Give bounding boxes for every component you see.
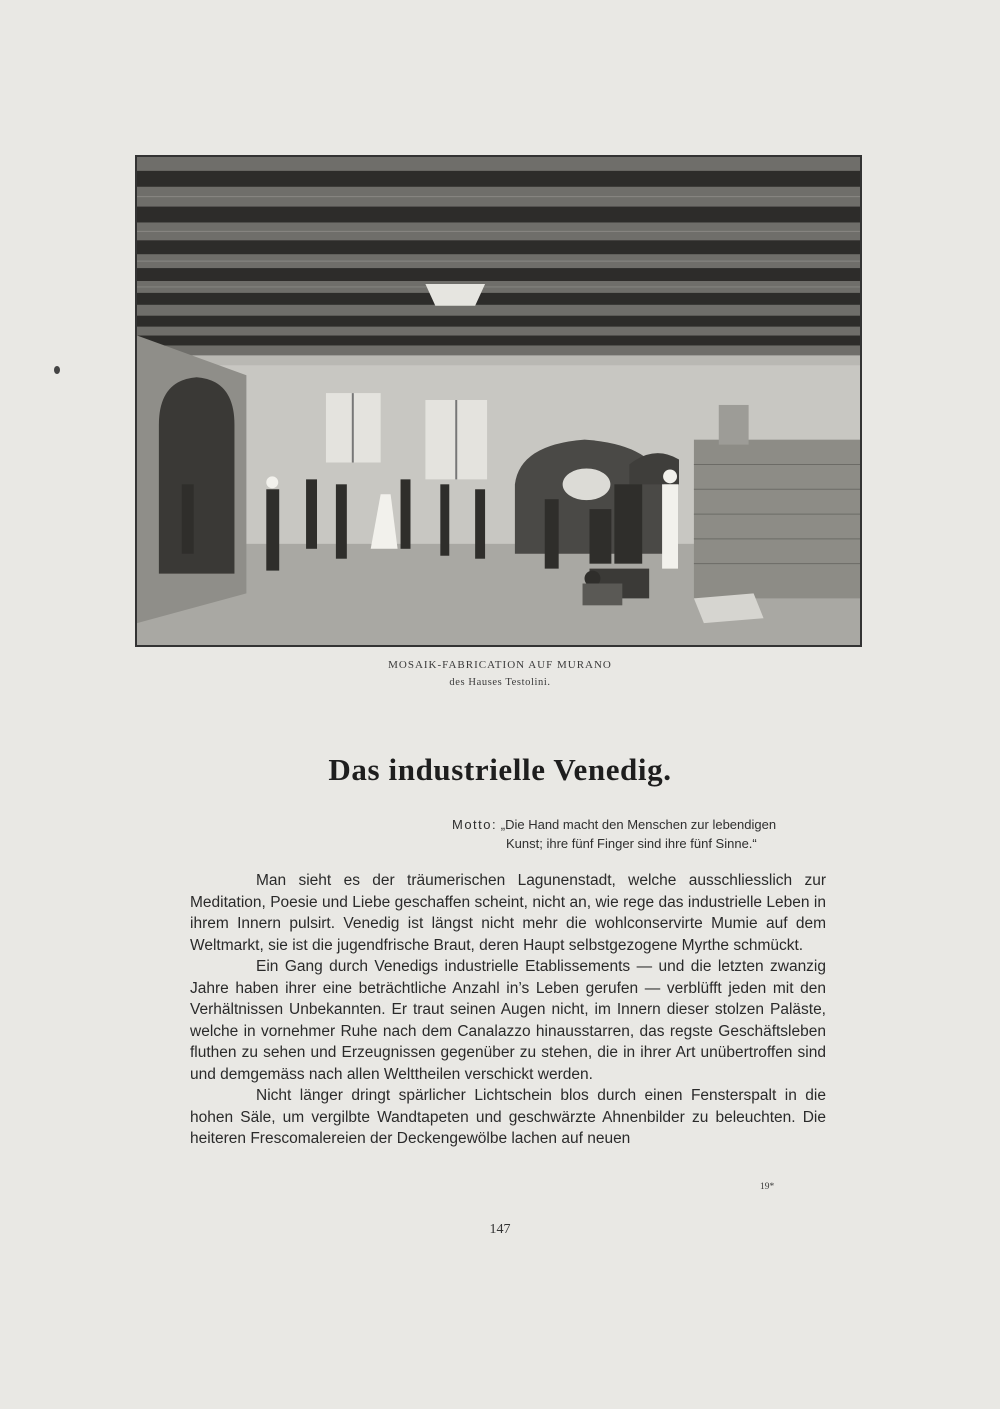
page-number: 147 bbox=[489, 1222, 511, 1237]
illustration-plate bbox=[135, 155, 862, 647]
motto-quote-line-1: „Die Hand macht den Menschen zur lebendigen bbox=[500, 817, 777, 832]
signature-mark: 19* bbox=[760, 1182, 775, 1192]
motto-quote-line-2: Kunst; ihre fünf Finger sind ihre fünf Sinne.“ bbox=[506, 836, 757, 851]
figure-caption: MOSAIK-FABRICATION AUF MURANO bbox=[388, 659, 612, 671]
mosaic-workshop-illustration bbox=[137, 157, 860, 645]
motto-label: Motto: bbox=[452, 817, 498, 832]
ink-speck bbox=[54, 366, 60, 374]
paragraph: Nicht länger dringt spärlicher Lichtschein blos durch einen Fensterspalt in die hohen Säle, um vergilbte Wandtapeten und geschwärzte Ahnenbilder zu beleuchten. Die heiteren Frescomalereien der Deckengewölbe lachen auf neuen bbox=[190, 1087, 826, 1147]
figure-caption-subtitle: des Hauses Testolini. bbox=[449, 677, 551, 688]
paragraph: Ein Gang durch Venedigs industrielle Etablissements — und die letzten zwanzig Jahre haben ihrer eine beträchtliche Anzahl in’s Leben gerufen — verblüfft jeden mit den Verhältnissen Unbekannten. Er traut seinen Augen nicht, im Innern dieser stolzen Paläste, welche in vornehmer Ruhe nach dem Canalazzo hinausstarren, das regste Geschäftsleben fluthen zu sehen und Erzeugnissen gegenüber zu stehen, die in ihrer Art unübertroffen sind und demgemäss nach allen Welttheilen verschickt werden. bbox=[190, 958, 826, 1083]
article-body bbox=[190, 870, 826, 1150]
paragraph: Man sieht es der träumerischen Lagunenstadt, welche ausschliesslich zur Meditation, Poesie und Liebe geschaffen scheint, nicht an, wie rege das industrielle Leben in ihrem Innern pulsirt. Venedig ist längst nicht mehr die wohlconservirte Mumie auf dem Weltmarkt, sie ist die jugendfrische Braut, deren Haupt selbstgezogene Myrthe schmückt. bbox=[190, 872, 826, 954]
article-title: Das industrielle Venedig. bbox=[328, 752, 672, 787]
motto bbox=[452, 815, 832, 853]
